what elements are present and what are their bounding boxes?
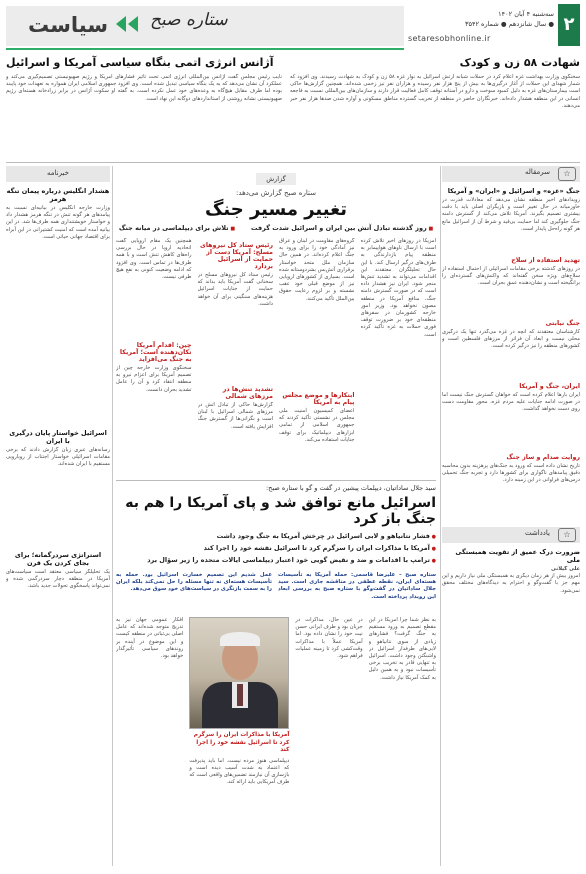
interview-col-4 — [116, 617, 183, 837]
top-divider — [6, 162, 580, 163]
top-stories — [6, 56, 580, 160]
editorial-sub-3: ایران، جنگ و آمریکا — [519, 383, 580, 390]
page-number: ۲ — [558, 4, 580, 46]
top-story-left-body: نایب رئیس مجلس گفت آژانس بین‌المللی انرژی اتمی تحت تأثیر فشارهای آمریکا و رژیم صهیونیستی تصمیم‌گیری می‌کند و عملکرد آن نشان می‌دهد که به یک بنگاه سیاسی تبدیل شده است. وی افزود جمهوری اسلامی ایران همواره به تعهدات خود پایبند بوده اما طرف مقابل هیچ‌گاه به وعده‌های خود عمل نکرده است. به گفته او سکوت آژانس در برابر زرادخانه هسته‌ای رژیم صهیونیستی نشانه روشنی از استانداردهای دوگانه این نهاد است. — [6, 74, 282, 102]
report-col-3 — [198, 238, 274, 492]
report-col-2-subhead: ابتکارها و موضع مجلس پیام به آمریکا — [282, 392, 355, 406]
brief-1-title: هشدار انگلیس درباره پیمان تنگه هرمز — [6, 187, 110, 203]
note-section-label: یادداشت — [525, 529, 550, 537]
interview-bullet-3: ● ترامپ با اقدامات و ضد و نقیض گویی خود اعتبار دیپلماسی ایالات متحده را زیر سؤال برد — [116, 555, 436, 567]
section-banner-rule — [6, 48, 404, 50]
interview-quote: عمل شدیم این تصمیم خسارت اسرائیل بود. حمله به تأسیسات هسته‌ای نه تنها مسئله را حل نمی‌کند بلکه ایران را به سمت بازنگری در سیاست‌های خود سوق می‌دهد. — [116, 572, 272, 593]
top-story-left-title: آژانس انرژی اتمی بنگاه سیاسی آمریکا و اسرائیل — [6, 56, 274, 69]
report-kicker: ستاره صبح گزارش می‌دهد: — [236, 189, 316, 197]
brief-1-body: وزارت خارجه انگلیس در بیانیه‌ای نسبت به پیامدهای هر گونه تنش در تنگه هرمز هشدار داد و خواستار خویشتنداری همه طرف‌ها شد. در این بیانیه آمده است که امنیت کشتیرانی در این آبراه برای اقتصاد جهانی حیاتی است. — [6, 205, 110, 240]
brief-3-title: استراتژی سردرگمانه؛ برای بجای کردن یک قرن — [14, 551, 102, 567]
brief-2-body: رسانه‌های عبری زبان گزارش دادند که برخی مقامات اسرائیلی خواستار اجتناب از رویارویی مستقیم با ایران شده‌اند. — [6, 447, 110, 468]
news-brief-label: خبرنامه — [47, 169, 69, 177]
news-brief-column — [6, 166, 110, 769]
report-col-1-body: آمریکا در روزهای اخیر تلاش کرده است با ارسال ناوهای هواپیمابر به منطقه پیام بازدارندگی به طرف‌های درگیر ارسال کند. با این حال تحلیلگران معتقدند این اقدامات می‌تواند به تشدید تنش‌ها منجر شود. ایران نیز هشدار داده است که در صورت گسترش دامنه جنگ، منافع آمریکا در منطقه مصون نخواهد بود. وزیر امور خارجه کشورمان در سفرهای منطقه‌ای خود بر ضرورت توقف فوری حملات به غزه تأکید کرده است. — [360, 238, 436, 338]
report-col-3-body-2: گزارش‌ها حاکی از تبادل آتش در مرزهای شمالی اسرائیل با لبنان است و نگرانی‌ها از گسترش جنگ افزایش یافته است. — [197, 402, 273, 430]
report-col-3-subhead-1: رئیس ستاد کل نیروهای مسلح: آمریکا دست از حمایت از اسرائیل بردارد — [200, 242, 273, 270]
report-col-2 — [279, 238, 355, 492]
interview-body-a: به نظر شما چرا آمریکا در این مقطع تصمیم به ورود مستقیم به جنگ گرفت؟ فشارهای زیادی از سوی نتانیاهو و لابی‌های طرفدار اسرائیل در واشنگتن وجود داشت. اسرائیل به تنهایی قادر به تخریب برخی تأسیسات نبود و به همین دلیل به کمک آمریکا نیاز داشت. — [368, 617, 436, 681]
editorial-column — [442, 166, 580, 603]
news-brief-bar — [6, 166, 110, 182]
interview-lead: ستاره صبح – علیرضا قاسمی: حمله آمریکا به تأسیسات هسته‌ای ایران، نقطه عطفی در مناقشه جاری است. سید جلال ساداتیان در گفت‌وگو با ستاره صبح به بررسی ابعاد این رویداد پرداخته است. — [278, 572, 436, 600]
editorial-lead: رویدادهای اخیر منطقه نشان می‌دهد که معادلات قدرت در خاورمیانه در حال تغییر است و بازیگران اصلی باید با دقت بیشتری تصمیم بگیرند. آمریکا تلاش می‌کند از گسترش دامنه جنگ جلوگیری کند اما حمایت بی‌قید و شرط آن از اسرائیل مانع هر گونه راه‌حل پایدار است. — [442, 197, 580, 232]
interviewee-photo — [189, 617, 289, 729]
report-col-4 — [116, 238, 192, 492]
masthead-info — [408, 4, 580, 50]
report-col-3-subhead-2: تشدید تنش‌ها در مرزهای شمالی — [222, 386, 273, 400]
top-story-right-title: شهادت ۵۸ زن و کودک — [459, 56, 580, 69]
report-col-2-body-2: اعضای کمیسیون امنیت ملی مجلس در نشستی تأکید کردند که جمهوری اسلامی از تمامی ابزارهای دیپلماتیک برای توقف جنایات استفاده می‌کند. — [279, 408, 355, 443]
top-story-right-body: سخنگوی وزارت بهداشت غزه اعلام کرد در حملات شبانه ارتش اسرائیل به نوار غزه ۵۸ زن و کودک به شهادت رسیدند. وی افزود که شمار شهدای این حملات از آغاز درگیری‌ها به بیش از پنج هزار نفر رسیده و هزاران نفر نیز زخمی شده‌اند. همچنین گزارش‌ها حاکی است بیمارستان‌های غزه به دلیل کمبود سوخت و دارو در آستانه توقف کامل فعالیت قرار دارند و سازمان‌های بین‌المللی نسبت به فاجعه انسانی در این منطقه هشدار داده‌اند. خبرنگاران حاضر در منطقه از تخریب گسترده مناطق مسکونی و آواره شدن صدها هزار نفر خبر می‌دهند. — [290, 74, 580, 109]
brief-3-body: یک تحلیلگر سیاسی معتقد است سیاست‌های آمریکا در منطقه دچار سردرگمی شده و نمی‌تواند پاسخگوی تحولات جدید باشد. — [6, 569, 110, 590]
page-header — [0, 4, 586, 52]
issue-number: ● سال شانزدهم ● شماره ۳۵۴۲ — [465, 20, 554, 28]
editorial-body-2: کارشناسان معتقدند که آنچه در غزه می‌گذرد تنها یک درگیری محلی نیست و ابعاد آن فراتر از مرزهای فلسطین است و کشورهای منطقه را نیز درگیر کرده است. — [442, 329, 580, 350]
interview-divider — [116, 480, 436, 481]
section-label: سیاست — [28, 13, 108, 37]
interview-body-d: افکار عمومی جهان نیز به تدریج متوجه شده‌اند که عامل اصلی بی‌ثباتی در منطقه کیست و این موضوع در آینده بر روندهای سیاسی تأثیرگذار خواهد بود. — [116, 617, 184, 660]
editorial-title: جنگ «غزه» و اسرائیل و «ایران» و آمریکا — [447, 187, 580, 195]
report-col-3-body-1: رئیس ستاد کل نیروهای مسلح در سخنانی گفت آمریکا باید بداند که حمایت از جنایات اسرائیل هزینه‌های سنگینی برای آن خواهد داشت. — [197, 272, 273, 307]
newspaper-logo: ستاره صبح — [150, 10, 228, 30]
column-rule-right — [440, 166, 441, 866]
report-col-4-body: همچنین یک مقام اروپایی گفت اتحادیه اروپا در حال بررسی راه‌های کاهش تنش است و با همه طرف‌ها در تماس است. وی افزود که ادامه وضعیت کنونی به نفع هیچ طرفی نیست. — [116, 238, 192, 281]
issue-date: سه‌شنبه ۴ آبان ۱۴۰۲ — [498, 10, 554, 18]
report-subhead-1: ■ روز گذشته تبادل آتش بین ایران و اسرائیل شدت گرفت — [251, 224, 433, 232]
interview-bullets — [116, 531, 436, 567]
editorial-sub-2: جنگ نیابتی — [545, 320, 580, 327]
column-rule-left — [112, 166, 113, 866]
editorial-sub-4: روایت صدام و ساز جنگ — [506, 454, 580, 461]
interview-col-3 — [189, 617, 289, 837]
interview-body-b: در عین حال، مذاکرات در جریان بود و طرف ایرانی حسن نیت خود را نشان داده بود. اما آمریکا عملاً با مذاکرات وقت‌کشی کرد تا زمینه عملیات فراهم شود. — [295, 617, 363, 660]
note-body: امروز بیش از هر زمان دیگری به همبستگی ملی نیاز داریم و این مهم جز با گفت‌وگو و احترام به دیدگاه‌های مختلف محقق نمی‌شود. — [442, 573, 580, 594]
double-chevron-icon — [116, 16, 138, 32]
interview-body-c: دیپلماسی هنوز مرده نیست. اما باید پذیرفت که اعتماد به شدت آسیب دیده است و بازسازی آن نیازمند تضمین‌های واقعی است که طرف آمریکایی باید ارائه کند. — [189, 757, 290, 786]
note-author: علی گیلانی — [551, 566, 580, 572]
editorial-body-3: ایران بارها اعلام کرده است که خواهان گسترش جنگ نیست اما در صورت ادامه جنایات علیه مردم غزه، محور مقاومت دست روی دست نخواهد گذاشت. — [442, 392, 580, 413]
interview-bullet-2: ● آمریکا با مذاکرات ایران را سرگرم کرد تا اسرائیل نقشه خود را اجرا کند — [116, 543, 436, 555]
report-subheads — [116, 224, 436, 232]
report-headline: تغییر مسیر جنگ — [204, 199, 348, 220]
interview-kicker: سید جلال ساداتیان، دیپلمات پیشین در گفت و گو با ستاره صبح: — [265, 484, 436, 492]
interview-headline: اسرائیل مانع توافق شد و پای آمریکا را هم به جنگ باز کرد — [125, 495, 436, 527]
editorial-section-label: سرمقاله — [524, 168, 550, 176]
note-section-bar — [442, 527, 580, 543]
editorial-section-bar — [442, 166, 580, 182]
report-col-1 — [361, 238, 437, 492]
main-report — [116, 166, 436, 492]
interview-col-2 — [295, 617, 362, 837]
report-col-2-body: گروه‌های مقاومت در لبنان و عراق نیز آمادگی خود را برای ورود به جنگ اعلام کرده‌اند. در همین حال سازمان ملل متحد خواستار برقراری آتش‌بس بشردوستانه شده است. بسیاری از کشورهای اروپایی نیز از موضع قبلی خود عقب نشسته و بر لزوم رعایت حقوق بین‌الملل تأکید می‌کنند. — [279, 238, 355, 302]
note-title: ضرورت درک عمیق از تقویت همبستگی ملی — [455, 548, 580, 564]
website-url: setaresobhonline.ir — [408, 34, 491, 43]
interview-section — [116, 484, 436, 837]
editorial-body-4: تاریخ نشان داده است که ورود به جنگ‌های پرهزینه بدون محاسبه دقیق پیامدهای ناگواری برای کشورها دارد و تجربه جنگ تحمیلی درس‌های فراوانی در این زمینه دارد. — [442, 463, 580, 484]
interview-bullet-1: ● فشار نتانیاهو و لابی اسرائیل در چرخش آمریکا به جنگ وجود داشت — [116, 531, 436, 543]
interview-columns — [116, 617, 436, 837]
interview-col-1 — [369, 617, 436, 837]
editorial-sub-1: تهدید استفاده از سلاح — [511, 257, 580, 264]
report-col-4-subhead: چین: اقدام آمریکا تکان‌دهنده است؛ آمریکا به جنگ می‌افزاید — [119, 342, 192, 363]
report-tag: گزارش — [256, 173, 296, 185]
report-columns — [116, 238, 436, 492]
interview-quote-strip — [116, 572, 436, 612]
brief-2-title: اسرائیل خواستار پایان درگیری با ایران — [9, 429, 107, 445]
note-logo-icon: ☆ — [558, 528, 576, 542]
report-col-4-body-2: سخنگوی وزارت خارجه چین از تصمیم آمریکا برای اعزام نیرو به منطقه انتقاد کرد و آن را عامل تشدید بحران دانست. — [116, 365, 192, 393]
interview-pull-quote: آمریکا با مذاکرات ایران را سرگرم کرد تا اسرائیل نقشه خود را اجرا کند — [193, 732, 290, 753]
editorial-body-1: در روزهای گذشته برخی مقامات اسرائیلی از احتمال استفاده از سلاح‌های ویژه سخن گفته‌اند که واکنش‌های گسترده‌ای را برانگیخته است و نشان‌دهنده عمق بحران است. — [442, 266, 580, 287]
section-logo-icon: ☆ — [558, 167, 576, 181]
report-subhead-2: ■ تلاش برای دیپلماسی در میانه جنگ — [119, 224, 235, 232]
